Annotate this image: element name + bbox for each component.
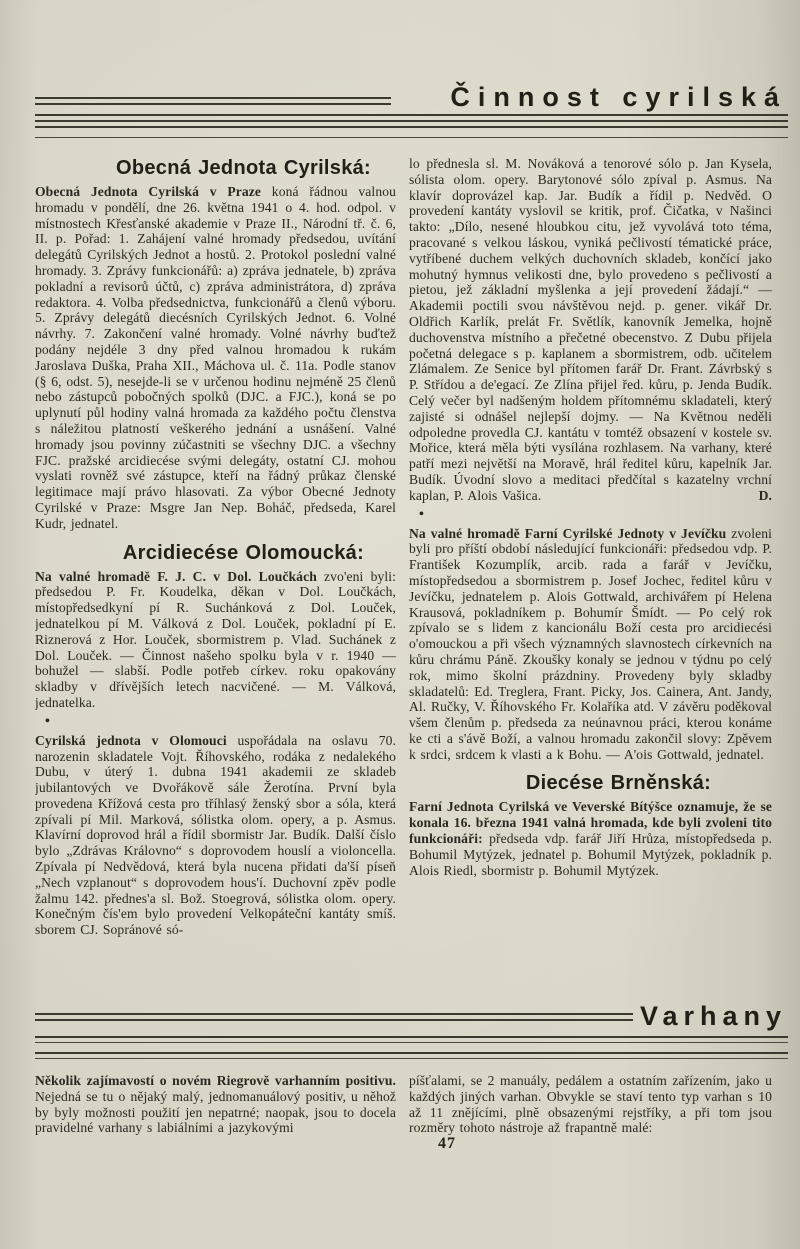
paragraph-obecna-jednota-praha — [35, 184, 396, 532]
right-column — [409, 156, 772, 1004]
section-title-cinnost-cyrilska: Činnost cyrilská — [450, 82, 787, 112]
paragraph-text: píšťalami, se 2 manuály, pedálem a ostatním zařízením, jako u každých jiných varhan. Obvykle se staví tento typ varhan s 10 až 11 znějícími, plně obsazenými rejstříky, a při tom jsou rozměry tohoto nástroje až frapantně malé: — [409, 1073, 772, 1136]
paragraph-rieger-positiv-continuation — [409, 1073, 772, 1136]
paragraph-lead: Několik zajímavostí o novém Riegrově varhanním positivu. — [35, 1073, 396, 1088]
section-title-varhany: Varhany — [639, 1001, 787, 1031]
varhany-left-column — [35, 1073, 396, 1136]
paragraph-jevicko — [409, 526, 772, 763]
paragraph-cyrilska-jednota-olomouc — [35, 733, 396, 938]
varhany-rule-partial-2 — [35, 1019, 633, 1021]
varhany-rule-full-1 — [35, 1036, 788, 1038]
paragraph-text: předseda vdp. farář Jiří Hrůza, místopředseda p. Bohumil Mytýzek, jednatel p. Bohumil Mytýzek, pokladník p. Alois Riedl, sbormistr p. Bohumil Mytýzek. — [409, 831, 772, 878]
paragraph-lead: Na valné hromadě F. J. C. v Dol. Loučkách — [35, 568, 317, 584]
paragraph-text: zvo'eni byli: předsedou P. Fr. Koudelka, děkan v Dol. Loučkách, místopředsedkyní pí R. Suchánková z Dol. Louček, jednatelkou pí M. Válková z Dol. Louček, pokladní pí E. Riznerová z Hor. Louček, sbormistrem p. Vlad. Suchánek z Dol. Louček. — Činnost našeho spolku byla v r. 1940 — bohužel — slabší. Podle potřeb církev. roku opakovány skladby v dřívějších letech nacvičené. — M. Válková, jednatelka. — [35, 568, 396, 710]
paragraph-veverska-bityska — [409, 799, 772, 878]
paragraph-lead: Na valné hromadě Farní Cyrilské Jednoty v Jevíčku — [409, 525, 727, 541]
varhany-rule-full-3 — [35, 1052, 788, 1054]
paragraph-dol-loucky — [35, 569, 396, 711]
paragraph-continuation-akademie — [409, 156, 772, 504]
paragraph-lead: Farní Jednota Cyrilská ve Veverské Bítýšce oznamuje, že se konala 16. března 1941 valná hromada, kde byli zvoleni tito funkcionáři: — [409, 799, 772, 847]
bullet-separator: • — [419, 506, 425, 522]
varhany-rule-full-2 — [35, 1042, 788, 1043]
paragraph-text: lo přednesla sl. M. Nováková a tenorové sólo p. Jan Kysela, sólista olom. opery. Barytonové sólo zpíval p. Asmus. Na klavír doprovázel kap. Jar. Budík a řídil p. Nedvěd. O provedení kantáty vyslovil se kritik, prof. Čičatka, v Našinci takto: „Dílo, nesené hloubkou citu, jež vyvolává toto téma, pracované s velkou láskou, vyniká pečlivostí tématické práce, vytříbené duchem velkých duchovních skladeb, končící jako mohutný hymnus velikosti dne, bylo provedeno s pečlivostí a pietou, jež základní myšlenka a její provedení žádají.“ — Akademii poctili svou návštěvou nejd. p. gener. vikář Dr. Oldřich Karlík, prelát Fr. Světlík, kanovník Jemelka, hojně duchovenstva místního a přečetné obecenstvo. Z Dubu přijela početná delegace s p. kaplanem a sbormistrem, odb. učitelem Zlámalem. Ze Senice byl přítomen farář Dr. Frant. Závrbský s P. Střídou a de'egací. Ze Zlína přijel řed. kůru, p. Jenda Budík. Celý večer byl nadšeným holdem přítomnému skladateli, který zajisté si odnášel nejlepší dojmy. — Na Květnou neděli odpoledne provedla CJ. kantátu v tomtéž obsazení v kostele sv. Mořice, která měla býti vysílána rozhlasem. Na varhany, které patří mezi největší na Moravě, hrál ředitel kůru, kapelník Jar. Budík. Úvodní slovo a meditaci předčítal s kazatelny vrchní kaplan, P. Alois Vašica. — [409, 156, 772, 503]
paragraph-text: uspořádala na oslavu 70. narozenin skladatele Vojt. Říhovského, rodáka z nedalekého Dubu, v úterý 1. dubna 1941 akademii ze skladeb jubilantových ve Dvořákově sále Žerotína. První byla provedena Křížová cesta pro tříhlasý ženský sbor a sóla, která zpívali pí Mil. Marková, sólistka olom. opery, a p. Asmus. Klavírní doprovod hrál a řídil sbormistr Jar. Budík. Další číslo bylo „Zdrávas Královno“ s doprovodem houslí a violoncella. Zpívala pí Nedvědová, která byla nucena přidati da'ší píseň „Nech vzplanout“ s doprovodem hous'í. Duchovní zpěv podle žalmu 142. přednes'a sl. Bož. Stoegrová, sólistka olom. opery. Konečným čís'em bylo provedení Velkopáteční kantáty smíš. sborem CJ. Sopránové só- — [35, 732, 396, 938]
left-column — [35, 156, 396, 1004]
heading-diecese-brnenska: Diecése Brněnská: — [525, 772, 712, 795]
page-number: 47 — [438, 1135, 456, 1152]
paragraph-text: zvoleni byli pro příští období následující funkcionáři: předsedou vdp. P. František Kozumplík, arcib. rada a farář v Jevíčku, místopředsedou a sbormistrem p. Josef Jochec, ředitel kůru v Jevíčku, jednatelem p. Alois Gottwald, archivářem pí Helena Krausová, pokladníkem p. Bohumír Šmídt. — Po celý rok zpívalo se s lidem z kancionálu Boží cesta pro arcidiecési o'omouckou a při všech významných slavnostech církevních na kůru chrámu Páně. Zkoušky konaly se jednou v týdnu po celý rok, mimo školní prázdniny. Provedeny byly skladby skladatelů: Ed. Treglera, Frant. Picky, Jos. Cainera, Ant. Jandy, Al. Ručky, V. Říhovského Fr. Kolaříka atd. V závěru poděkoval všem členům p. předseda za neúnavnou práci, kterou konáme ke cti a s'ávě Boží, a valnou hromadu zakončil slovy: Zpěvem k srdci, srdcem k vlasti a k Bohu. — A'ois Gottwald, jednatel. — [409, 525, 772, 762]
paragraph-text: koná řádnou valnou hromadu v pondělí, dne 26. května 1941 o 4. hod. odpol. v místnostech Křesťanské akademie v Praze II., Národní tř. č. 6, II. p. Pořad: 1. Zahájení valné hromady předsedou, uvítání delegátů Cyrilských Jednot a hostů. 2. Protokol poslední valné hromady. 3. Zprávy funkcionářů: a) zpráva jednatele, b) zpráva pokladní a revisorů účtů, c) zpráva administrátora, d) zpráva redaktora. 4. Volba předsednictva, funkcionářů a členů výboru. 5. Zprávy delegátů diecésních Cyrilských Jednot. 6. Volné návrhy. 7. Zakončení valné hromady. Volné návrhy buďtež podány nejdéle 3 dny před valnou hromadou k rukám Jaroslava Duška, Praha XII., Máchova ul. č. 11a. Podle stanov (§ 6, odst. 5), nesejde-li se v určenou hodinu nejméně 25 členů nebo zástupců pobočných spolků (DJC. a FJC.), koná se po uplynutí půl hodiny valná hromada za každého počtu členstva s náležitou platností veškerého jednání a usnášení. Valné hromady jsou povinny zúčastniti se všechny DJC. a všechny FJC. pražské arcidiecése svými delegáty, ostatní CJ. mohou vyslati rovněž své zástupce, kteří na řádný průkaz členské legitimace mají právo hlasovati. Za výbor Obecné Jednoty Cyrilské v Praze: Msgre Jan Nep. Boháč, předseda, Karel Kudr, jednatel. — [35, 184, 396, 531]
masthead-rule-partial-1 — [35, 97, 391, 99]
paragraph-lead: Cyrilská jednota v Olomouci — [35, 732, 227, 748]
heading-obecna-jednota: Obecná Jednota Cyrilská: — [115, 157, 372, 179]
paragraph-text: Nejedná se tu o nějaký malý, jednomanuálový positiv, u něhož by byly možnosti použití jen nepatrné; naopak, jsou to docela pravidelné varhany s labiálními a jazykovými — [35, 1088, 396, 1136]
masthead-rule-full-1 — [35, 114, 788, 116]
masthead-rule-full-4 — [35, 137, 788, 138]
paragraph-lead: Obecná Jednota Cyrilská v Praze — [35, 184, 262, 199]
masthead-rule-partial-2 — [35, 103, 391, 105]
signature-initial: D. — [758, 487, 772, 503]
heading-arcidiecese-olomoucka: Arcidiecése Olomoucká: — [122, 541, 365, 564]
masthead-rule-full-2 — [35, 120, 788, 122]
bullet-separator: • — [45, 713, 51, 729]
varhany-rule-partial-1 — [35, 1013, 633, 1015]
varhany-rule-full-4 — [35, 1058, 788, 1059]
paragraph-rieger-positiv — [35, 1073, 396, 1136]
masthead-rule-full-3 — [35, 126, 788, 128]
varhany-right-column — [409, 1073, 772, 1136]
